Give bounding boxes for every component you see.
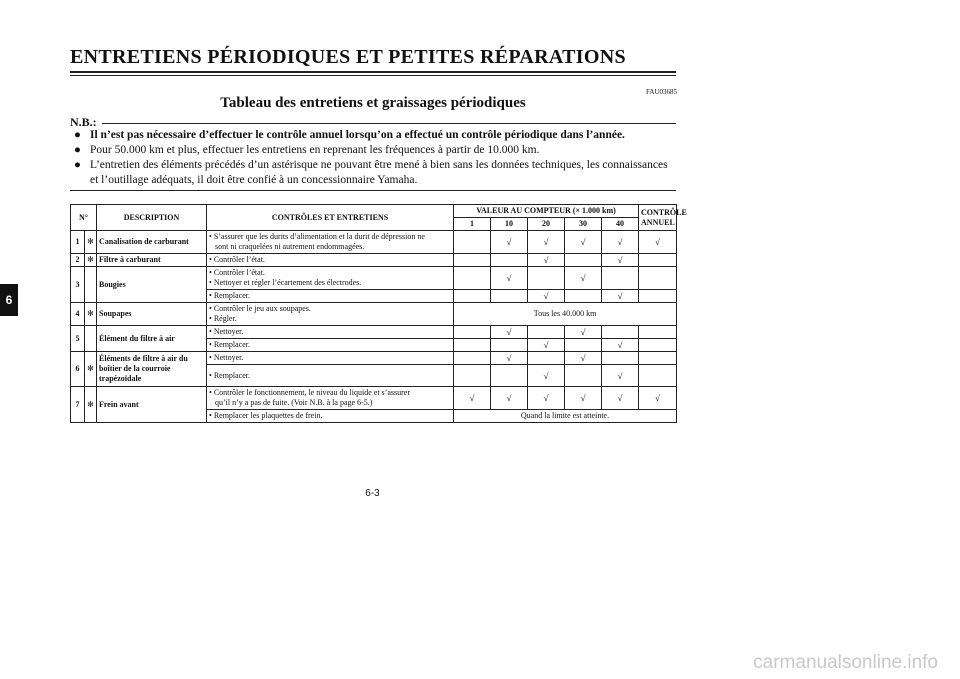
row-check: • Contrôler l’état. • Nettoyer et régler l’écartement des électrodes. [207, 267, 454, 290]
page-title: ENTRETIENS PÉRIODIQUES ET PETITES RÉPARATIONS [70, 46, 626, 68]
check-icon: √ [602, 387, 639, 410]
table-row [71, 254, 677, 267]
check-icon: √ [528, 387, 565, 410]
check-icon: √ [565, 387, 602, 410]
check-icon: √ [491, 231, 528, 254]
row-number: 1 [71, 231, 85, 254]
nb-note: ● Il n’est pas nécessaire d’effectuer le contrôle annuel lorsqu’on a effectué un contrôle périodique dans l’année. [74, 129, 625, 141]
table-row [71, 326, 677, 339]
check-icon: √ [491, 267, 528, 290]
check-icon: √ [528, 231, 565, 254]
table-row [71, 231, 677, 254]
header-km: 20 [528, 218, 565, 231]
header-km: 40 [602, 218, 639, 231]
table-row [71, 303, 677, 326]
row-check: • Contrôler l’état. [207, 254, 454, 267]
row-number: 2 [71, 254, 85, 267]
row-check: • Nettoyer. [207, 326, 454, 339]
check-icon: √ [454, 387, 491, 410]
document-code: FAU03685 [646, 88, 677, 96]
row-number: 6 [71, 352, 85, 387]
asterisk-icon: ✻ [85, 387, 97, 423]
nb-rule [102, 123, 676, 124]
interval-note: Tous les 40.000 km [454, 303, 677, 326]
header-odometer: VALEUR AU COMPTEUR (× 1.000 km) [454, 205, 639, 218]
nb-notes [70, 128, 676, 188]
header-no: N° [71, 205, 97, 231]
check-icon: √ [602, 231, 639, 254]
row-number: 3 [71, 267, 85, 303]
check-icon: √ [565, 352, 602, 365]
row-description: Bougies [97, 267, 207, 303]
check-icon: √ [602, 339, 639, 352]
bullet-icon: ● [74, 144, 81, 156]
table-row [71, 387, 677, 410]
check-icon: √ [565, 267, 602, 290]
maintenance-table [70, 204, 687, 423]
header-checks: CONTRÔLES ET ENTRETIENS [207, 205, 454, 231]
bullet-icon: ● [74, 129, 81, 141]
row-check: • Remplacer. [207, 339, 454, 352]
nb-note: ● Pour 50.000 km et plus, effectuer les entretiens en reprenant les fréquences à partir de 10.000 km. [74, 144, 540, 156]
check-icon: √ [602, 290, 639, 303]
check-icon: √ [491, 352, 528, 365]
page-number: 6-3 [365, 488, 380, 499]
row-description: Filtre à carburant [97, 254, 207, 267]
check-icon: √ [639, 387, 677, 410]
row-description: Éléments de filtre à air du boîtier de la courroie trapézoïdale [97, 352, 207, 387]
asterisk-icon: ✻ [85, 303, 97, 326]
check-icon: √ [491, 387, 528, 410]
row-number: 5 [71, 326, 85, 352]
asterisk-icon: ✻ [85, 254, 97, 267]
row-number: 7 [71, 387, 85, 423]
header-annual: CONTRÔLE ANNUEL [639, 205, 677, 231]
header-description: DESCRIPTION [97, 205, 207, 231]
table-row [71, 352, 677, 365]
row-number: 4 [71, 303, 85, 326]
row-check: • Remplacer les plaquettes de frein. [207, 410, 454, 423]
row-check: • Remplacer. [207, 290, 454, 303]
title-rule-bottom [70, 75, 676, 76]
check-icon: √ [528, 290, 565, 303]
check-icon: √ [491, 326, 528, 339]
watermark: carmanualsonline.info [753, 652, 938, 673]
nb-note: ● L’entretien des éléments précédés d’un astérisque ne pouvant être mené à bien sans les données techniques, les connaissances et l’outillage adéquats, il doit être confié à un concessionnaire Yamaha. [74, 159, 668, 186]
row-check: • Nettoyer. [207, 352, 454, 365]
check-icon: √ [528, 339, 565, 352]
row-check: • Remplacer. [207, 365, 454, 387]
table-row [71, 267, 677, 290]
section-title: Tableau des entretiens et graissages périodiques [220, 95, 526, 111]
check-icon: √ [602, 365, 639, 387]
row-check: • Contrôler le jeu aux soupapes. • Régler. [207, 303, 454, 326]
asterisk-icon: ✻ [85, 231, 97, 254]
chapter-tab: 6 [0, 284, 18, 316]
row-description: Élément du filtre à air [97, 326, 207, 352]
interval-note: Quand la limite est atteinte. [454, 410, 677, 423]
check-icon [454, 231, 491, 254]
title-rule-top [70, 71, 676, 73]
row-check: • S’assurer que les durits d’alimentation et la durit de dépression ne sont ni craquelées ni autrement endommagées. [207, 231, 454, 254]
check-icon: √ [565, 326, 602, 339]
asterisk-icon: ✻ [85, 352, 97, 387]
check-icon: √ [528, 365, 565, 387]
nb-end-rule [70, 190, 676, 191]
bullet-icon: ● [74, 159, 81, 171]
row-description: Soupapes [97, 303, 207, 326]
header-km: 1 [454, 218, 491, 231]
row-description: Frein avant [97, 387, 207, 423]
table-header-row [71, 205, 677, 218]
row-check: • Contrôler le fonctionnement, le niveau du liquide et s’assurer qu’il n’y a pas de fuite. (Voir N.B. à la page 6-5.) [207, 387, 454, 410]
header-km: 10 [491, 218, 528, 231]
row-description: Canalisation de carburant [97, 231, 207, 254]
header-km: 30 [565, 218, 602, 231]
nb-label: N.B.: [70, 115, 97, 129]
check-icon: √ [602, 254, 639, 267]
check-icon: √ [565, 231, 602, 254]
check-icon: √ [639, 231, 677, 254]
check-icon: √ [528, 254, 565, 267]
